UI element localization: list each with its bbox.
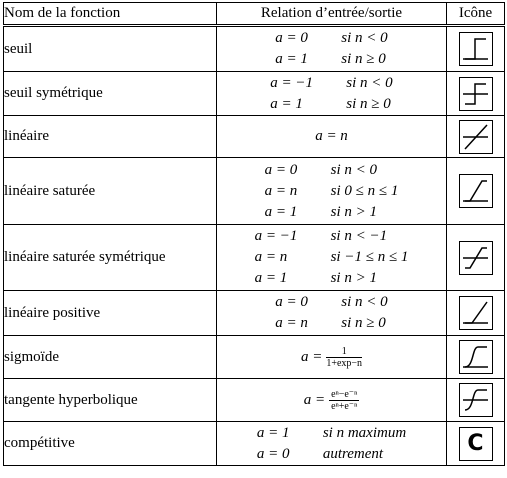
table-row (4, 291, 505, 336)
function-name: seuil (4, 26, 217, 72)
relation-cell (217, 336, 447, 379)
icon-cell (447, 336, 505, 379)
fraction-denominator: eⁿ+e⁻ⁿ (331, 400, 358, 412)
positive-linear-icon (459, 296, 493, 330)
relation-lhs: a = 0 (275, 294, 308, 310)
relation-cell (217, 72, 447, 116)
relation-condition: autrement (322, 445, 384, 462)
function-name: linéaire saturée symétrique (4, 225, 217, 291)
relation-condition: si −1 ≤ n ≤ 1 (330, 249, 409, 265)
table-row (4, 422, 505, 466)
fraction (329, 389, 359, 412)
header-icon: Icône (447, 3, 505, 26)
icon-cell (447, 116, 505, 158)
relation-condition: si n < 0 (341, 30, 388, 46)
relation-cell (217, 291, 447, 336)
activation-function-table (3, 2, 505, 466)
table-row (4, 336, 505, 379)
function-name: seuil symétrique (4, 72, 217, 116)
relation-lhs: a = n (264, 182, 298, 199)
relation-condition: si n maximum (322, 424, 407, 441)
header-relation: Relation d’entrée/sortie (217, 3, 447, 26)
header-row (4, 3, 505, 26)
relation-lhs: a = 0 (256, 445, 290, 462)
competitive-icon: C (459, 427, 493, 461)
header-name: Nom de la fonction (4, 3, 217, 26)
relation-cell (217, 225, 447, 291)
relation-condition: si n > 1 (330, 203, 378, 220)
table-row (4, 26, 505, 72)
relation-cell (217, 379, 447, 422)
relation-condition: si n < −1 (330, 228, 388, 244)
relation-condition: si n < 0 (346, 74, 393, 91)
icon-cell (447, 291, 505, 336)
relation-lhs: a = 0 (264, 161, 298, 178)
symmetric-saturated-linear-icon (459, 241, 493, 275)
relation-condition: si 0 ≤ n ≤ 1 (330, 182, 399, 199)
fraction (326, 346, 362, 369)
relation-lhs: a = 1 (264, 203, 298, 220)
relation-condition: si n < 0 (330, 161, 378, 178)
function-name: linéaire (4, 116, 217, 158)
relation-lhs: a = 1 (256, 424, 290, 441)
relation-lhs: a = 1 (275, 51, 308, 67)
relation-lhs: a = −1 (270, 74, 314, 91)
function-name: sigmoïde (4, 336, 217, 379)
function-name: tangente hyperbolique (4, 379, 217, 422)
table-row (4, 72, 505, 116)
relation-lhs: a = −1 (254, 228, 298, 244)
relation-condition: si n ≥ 0 (341, 51, 386, 67)
tanh-icon (459, 383, 493, 417)
function-name: linéaire saturée (4, 158, 217, 225)
fraction-numerator: 1 (326, 346, 362, 358)
table-row (4, 225, 505, 291)
icon-cell (447, 225, 505, 291)
relation-lhs: a = n (254, 249, 288, 265)
icon-cell (447, 379, 505, 422)
relation-cell (217, 422, 447, 466)
symmetric-step-icon (459, 77, 493, 111)
relation-lhs: a = 1 (270, 95, 303, 112)
step-icon (459, 32, 493, 66)
relation-condition: si n ≥ 0 (346, 95, 391, 112)
relation-lhs: a = n (275, 315, 308, 331)
fraction-numerator: eⁿ−e⁻ⁿ (331, 388, 358, 400)
relation-condition: si n < 0 (341, 294, 388, 310)
relation-cell (217, 158, 447, 225)
icon-cell (447, 26, 505, 72)
relation-lhs: a = 1 (254, 270, 288, 286)
icon-cell (447, 72, 505, 116)
relation-lhs: a = 0 (275, 30, 308, 46)
relation-cell (217, 26, 447, 72)
relation-condition: si n ≥ 0 (341, 315, 386, 331)
fraction-denominator: 1+exp−n (326, 357, 363, 369)
saturated-linear-icon (459, 174, 493, 208)
table-row (4, 116, 505, 158)
icon-cell (447, 158, 505, 225)
relation-cell (217, 116, 447, 158)
relation-formula: a = n (315, 128, 348, 144)
function-name: compétitive (4, 422, 217, 466)
formula-lhs: a = (303, 391, 326, 408)
linear-icon (459, 120, 493, 154)
formula-lhs: a = (300, 348, 323, 365)
sigmoid-icon (459, 340, 493, 374)
icon-cell (447, 422, 505, 466)
table-row (4, 158, 505, 225)
table-row (4, 379, 505, 422)
function-name: linéaire positive (4, 291, 217, 336)
relation-condition: si n > 1 (330, 270, 377, 286)
